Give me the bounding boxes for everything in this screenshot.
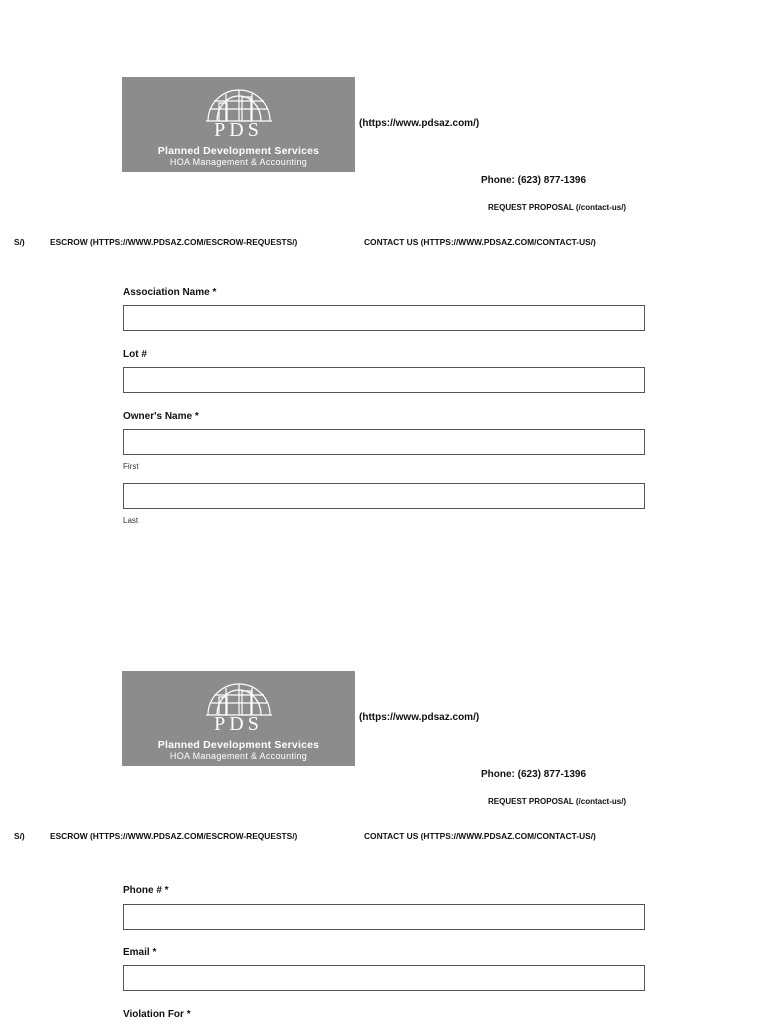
nav-item-contact[interactable]: CONTACT US (HTTPS://WWW.PDSAZ.COM/CONTACT-US/) [364,237,596,247]
logo-tagline: HOA Management & Accounting [169,751,308,761]
association-name-input[interactable] [123,305,645,331]
nav-item-escrow-2[interactable]: ESCROW (HTTPS://WWW.PDSAZ.COM/ESCROW-REQUESTS/) [50,831,298,841]
nav-item-escrow[interactable]: ESCROW (HTTPS://WWW.PDSAZ.COM/ESCROW-REQUESTS/) [50,237,298,247]
last-name-sublabel: Last [123,516,139,525]
lot-input[interactable] [123,367,645,393]
nav-item-contact-2[interactable]: CONTACT US (HTTPS://WWW.PDSAZ.COM/CONTACT-US/) [364,831,596,841]
owner-name-label: Owner's Name * [123,411,199,422]
phone-input[interactable] [123,904,645,930]
request-proposal-link[interactable]: REQUEST PROPOSAL (/contact-us/) [488,203,627,212]
first-name-sublabel: First [123,462,139,471]
logo-company-name: Planned Development Services [157,145,320,157]
phone-number[interactable]: Phone: (623) 877-1396 [481,175,587,186]
logo-letters: PDS [214,713,263,735]
email-label: Email * [123,947,157,958]
association-name-label: Association Name * [123,287,217,298]
nav-item-truncated-2[interactable]: S/) [14,831,25,841]
request-proposal-link-2[interactable]: REQUEST PROPOSAL (/contact-us/) [488,797,627,806]
phone-label: Phone # * [123,885,169,896]
email-input[interactable] [123,965,645,991]
phone-number-2[interactable]: Phone: (623) 877-1396 [481,769,587,780]
home-link[interactable]: (https://www.pdsaz.com/) [359,118,480,129]
logo-letters: PDS [214,119,263,141]
logo-tagline: HOA Management & Accounting [169,157,308,167]
pds-logo-link-2[interactable] [122,671,355,766]
lot-label: Lot # [123,349,147,360]
home-link-2[interactable]: (https://www.pdsaz.com/) [359,712,480,723]
nav-item-truncated[interactable]: S/) [14,237,25,247]
violation-for-label: Violation For * [123,1009,191,1020]
logo-company-name: Planned Development Services [157,739,320,751]
pds-logo-link[interactable] [122,77,355,172]
owner-first-name-input[interactable] [123,429,645,455]
owner-last-name-input[interactable] [123,483,645,509]
